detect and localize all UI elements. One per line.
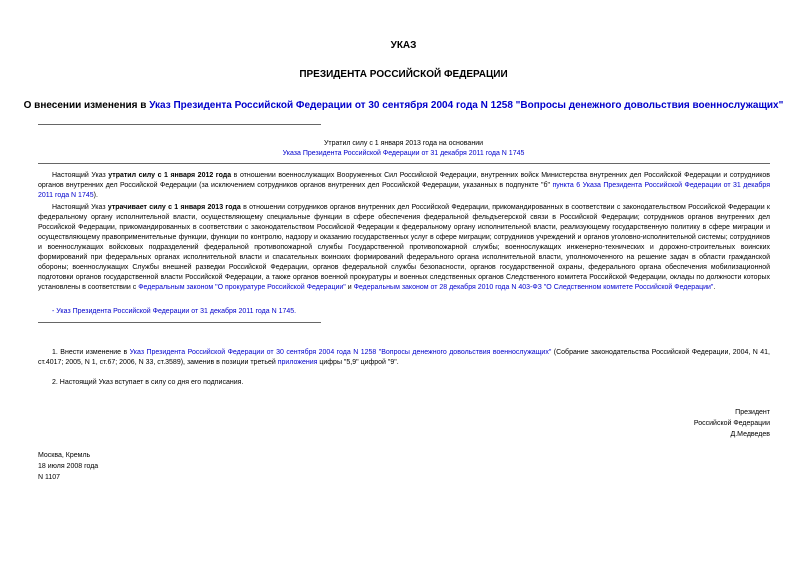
note-link-decree-1745[interactable]: - Указ Президента Российской Федерации от 31 декабря 2011 года N 1745. (52, 308, 297, 315)
subject-link[interactable]: Указ Президента Российской Федерации от 30 сентября 2004 года N 1258 "Вопросы денежного довольствия военнослужащих" (149, 100, 784, 111)
note-paragraph-1 (38, 171, 770, 201)
body-link-decree-1258[interactable]: Указ Президента Российской Федерации от 30 сентября 2004 года N 1258 "Вопросы денежного довольствия военнослужащих" (129, 349, 552, 356)
body-item-1 (38, 348, 770, 368)
document-number: N 1107 (38, 474, 61, 481)
signature-org: Российской Федерации (693, 420, 770, 427)
place: Москва, Кремль (38, 452, 91, 459)
status-note-decree-link[interactable]: Указа Президента Российской Федерации от 31 декабря 2011 года N 1745 (282, 150, 525, 157)
signature-block (560, 407, 770, 440)
note-bold: утратил силу с 1 января 2012 года (108, 172, 232, 179)
signature-name: Д.Медведев (730, 431, 770, 438)
note-text: ). (93, 192, 98, 199)
divider (38, 322, 321, 323)
note-text: Настоящий Указ (52, 204, 108, 211)
divider (38, 124, 321, 125)
note-paragraph-2 (38, 203, 770, 293)
note-text: в отношении военнослужащих Вооруженных Сил Российской Федерации, внутренних войск Министерства внутренних дел Российской Федерации и сотрудников органов внутренних дел Российской Федерации (за исключением сотрудников органов внутренних дел Российской Федерации, указанных в подпункте "б" (38, 172, 770, 189)
divider (38, 163, 770, 164)
body-text: (Собрание законодательства Российской Федерации, 2004, N 41, ст.4017; 2005, N 1, ст.67; 2006, N 33, ст.3589), заменив в позиции третьей (38, 349, 770, 366)
place-date-block (38, 450, 98, 483)
note-paragraph-3 (38, 307, 770, 317)
note-link-prosecutor-law[interactable]: Федеральным законом "О прокуратуре Российской Федерации" (138, 284, 346, 291)
body-item-2: 2. Настоящий Указ вступает в силу со дня его подписания. (52, 379, 244, 386)
note-bold: утрачивает силу с 1 января 2013 года (107, 204, 241, 211)
body-text: 1. Внести изменение в (52, 349, 130, 356)
note-text: в отношении сотрудников органов внутренних дел Российской Федерации, прикомандированных в соответствии с законодательством Российской Федерации к федеральному органу исполнительной власти, осуществляющему специальные функции в сфере обеспечения федеральной фельдъегерской связи в Российской Федерации; сотрудников органов внутренних дел Российской Федерации, прикомандированных в соответствии с законодательством Российской Федерации к федеральному органу исполнительной власти, реализующему государственную политику в сфере миграции и осуществляющему правоприменительные функции, функции по контролю, надзору и оказанию государственных услуг в сфере миграции; сотрудников учреждений и органов уголовно-исполнительной системы; сотрудников и военнослужащих войсковых подразделений федеральной противопожарной службы Государственной противопожарной службы; военнослужащих инженерно-технических и дорожно-строительных воинских формирований при федеральных органах исполнительной власти и спасательных воинских формирований федерального органа исполнительной власти, уполномоченного на решение задач в области гражданской обороны; военнослужащих Службы внешней разведки Российской Федерации, органов федеральной службы безопасности, органов государственной охраны, федерального органа обеспечения мобилизационной подготовки органов государственной власти Российской Федерации, а также органов военной прокуратуры и военных следственных органов Следственного комитета Российской Федерации, оклады по должности которых установлены в соответствии с (38, 204, 770, 291)
document-issuer: ПРЕЗИДЕНТА РОССИЙСКОЙ ФЕДЕРАЦИИ (299, 69, 508, 80)
document-title: УКАЗ (390, 40, 417, 51)
subject-prefix: О внесении изменения в (23, 100, 150, 111)
date: 18 июля 2008 года (38, 463, 99, 470)
body-text: цифры "5,9" цифрой "9". (317, 359, 399, 366)
note-text: и (345, 284, 354, 291)
note-text: Настоящий Указ (52, 172, 109, 179)
status-note-link (0, 150, 807, 157)
signature-title: Президент (735, 409, 770, 416)
note-text: . (713, 284, 716, 291)
note-link-investigative-committee-law[interactable]: Федеральным законом от 28 декабря 2010 года N 403-ФЗ "О Следственном комитете Российской Федерации" (353, 284, 714, 291)
document-subject (0, 100, 807, 111)
note-link[interactable]: пункта 6 Указа Президента Российской Федерации от 31 декабря 2011 года N 1745 (38, 182, 770, 199)
body-link-appendix[interactable]: приложения (277, 359, 318, 366)
status-note-line1: Утратил силу с 1 января 2013 года на основании (323, 140, 484, 147)
